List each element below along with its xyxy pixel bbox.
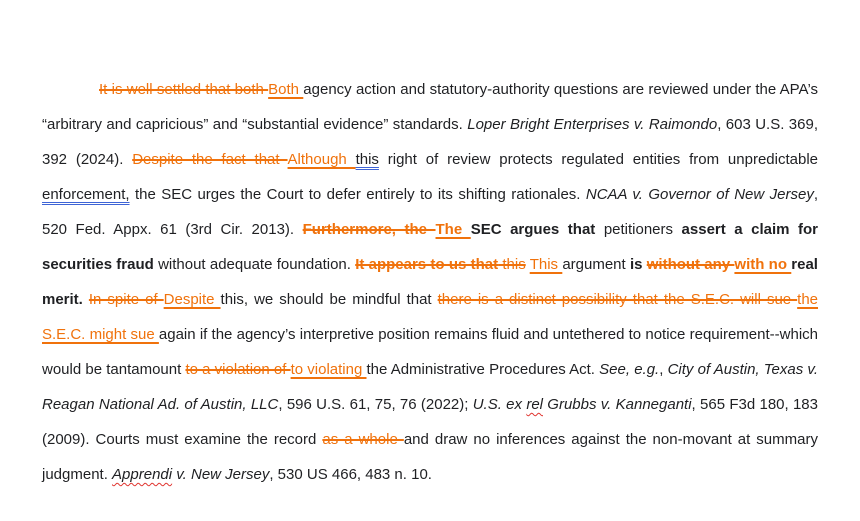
inserted-text[interactable]: to violating <box>290 361 367 378</box>
grammar-flagged-text: this <box>355 151 379 168</box>
text-run: the Administrative Procedures Act. <box>366 361 600 378</box>
inserted-text[interactable]: Although <box>287 151 356 168</box>
inserted-text[interactable]: Both <box>268 81 304 98</box>
deleted-text[interactable]: there is a distinct possibility that the S.E.C. will sue <box>437 291 798 308</box>
text-run: , 603 U.S. 369, 392 (2024). <box>42 116 818 168</box>
deleted-text[interactable]: to a violation of <box>185 361 291 378</box>
inserted-text[interactable]: with no <box>734 256 792 273</box>
deleted-text[interactable]: as a whole <box>322 431 404 448</box>
text-run: U.S. ex <box>472 396 527 413</box>
text-run: NCAA v. Governor of New Jersey <box>585 186 814 203</box>
text-run: , 596 U.S. 61, 75, 76 (2022); <box>278 396 473 413</box>
grammar-flagged-text: enforcement, <box>42 186 130 203</box>
text-run: petitioners <box>603 221 682 238</box>
text-run: without adequate foundation. <box>153 256 356 273</box>
text-run: , 565 F3d 180, 183 (2009). Courts must examine the record <box>42 396 818 448</box>
text-run: City of Austin, Texas v. Reagan National Ad. of Austin, LLC <box>42 361 818 413</box>
inserted-text[interactable]: This <box>529 256 563 273</box>
text-run: and draw no inferences against the non-movant at summary judgment. <box>42 431 818 483</box>
text-run: Grubbs v. Kanneganti <box>543 396 692 413</box>
deleted-text[interactable]: Despite the fact that <box>132 151 288 168</box>
spell-flagged-text: rel <box>526 396 543 413</box>
text-run: , 530 US 466, 483 n. 10. <box>269 466 432 483</box>
text-run: v. New Jersey <box>172 466 270 483</box>
inserted-text[interactable]: the S.E.C. might sue <box>42 291 819 343</box>
text-run: the SEC urges the Court to defer entirely to its shifting rationales. <box>129 186 586 203</box>
text-run: See, e.g. <box>599 361 660 378</box>
deleted-text[interactable]: It is well settled that both <box>99 81 269 98</box>
text-run: , <box>659 361 668 378</box>
text-run: SEC argues that <box>470 221 604 238</box>
document-text-area[interactable] <box>42 72 818 492</box>
text-run: assert a claim for securities fraud <box>42 221 819 273</box>
text-run: agency action and statutory-authority questions are reviewed under the APA’s “arbitrary and capricious” and “substantial evidence” standards. <box>42 81 819 133</box>
inserted-text[interactable]: Despite <box>163 291 221 308</box>
deleted-text[interactable]: In spite of <box>88 291 164 308</box>
deleted-text[interactable]: Furthermore, the <box>302 221 436 238</box>
text-run: , 520 Fed. Appx. 61 (3rd Cir. 2013). <box>42 186 818 238</box>
deleted-text[interactable]: without any <box>646 256 735 273</box>
text-run: argument <box>562 256 630 273</box>
spell-flagged-text: Apprendi <box>112 466 173 483</box>
text-run: this, we should be mindful that <box>220 291 438 308</box>
deleted-text[interactable]: this <box>498 256 526 273</box>
text-run: right of review protects regulated entities from unpredictable <box>378 151 819 168</box>
text-run: Loper Bright Enterprises v. Raimondo <box>467 116 718 133</box>
deleted-text[interactable]: It appears to us that <box>355 256 499 273</box>
text-run: real merit. <box>42 256 818 308</box>
text-run: is <box>629 256 647 273</box>
paragraph <box>42 72 818 492</box>
inserted-text[interactable]: The <box>435 221 471 238</box>
text-run: again if the agency’s interpretive position remains fluid and untethered to notice requirement--which would be tantamount <box>42 326 818 378</box>
